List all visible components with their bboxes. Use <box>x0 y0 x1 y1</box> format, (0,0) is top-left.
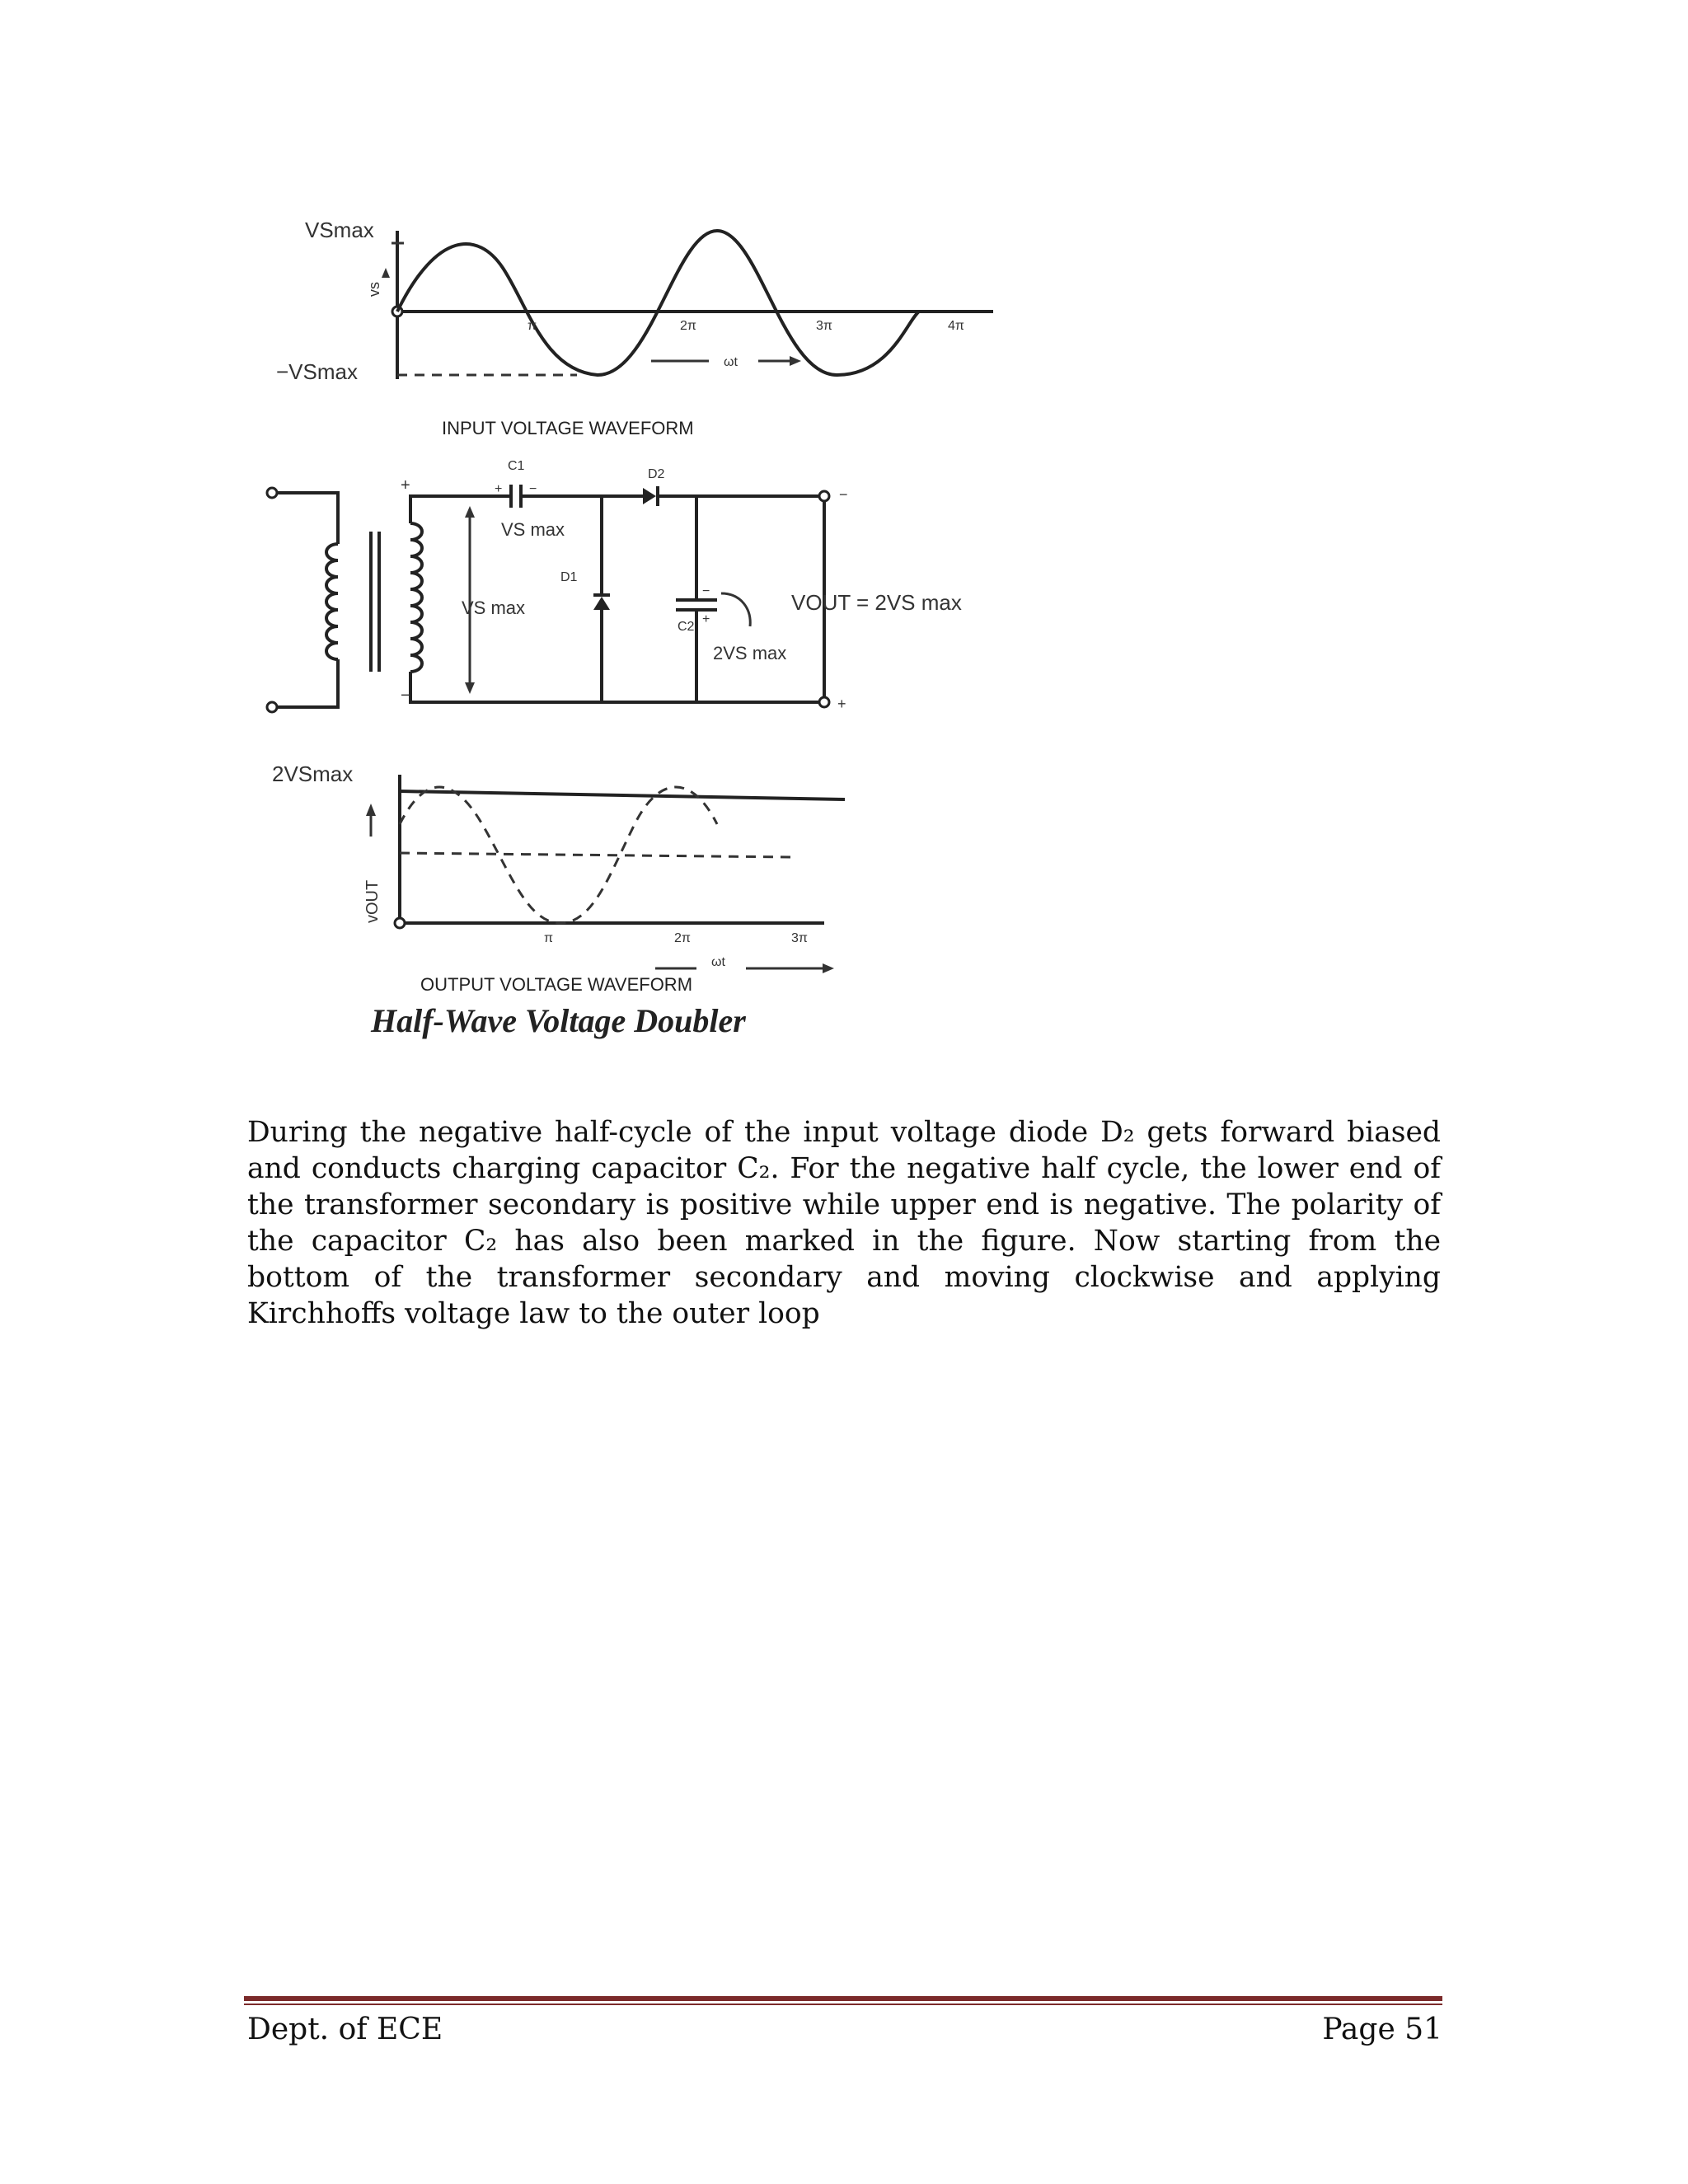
c2-voltage-arc <box>721 593 750 626</box>
input-waveform <box>276 218 993 438</box>
primary-terminal-bottom <box>267 702 277 712</box>
d1-diode-icon <box>593 597 610 610</box>
output-terminal-bottom <box>819 697 829 707</box>
c1-minus: − <box>529 482 537 496</box>
c1-label: C1 <box>508 459 525 473</box>
vs-sec-arrow-down-icon <box>465 682 475 694</box>
wt-arrow-icon <box>790 356 801 366</box>
c1-plus: + <box>495 482 503 496</box>
output-origin <box>395 918 405 928</box>
vs-axis-label: vs <box>366 282 382 297</box>
out-tick-2pi: 2π <box>674 931 691 945</box>
vout-up-arrow-icon <box>366 804 376 816</box>
out-wt-arrow-icon <box>823 963 834 973</box>
out-tick-3pi: 3π <box>791 931 808 945</box>
vs-sec-label: VS max <box>462 598 526 618</box>
footer-page-number: Page 51 <box>1322 2013 1442 2046</box>
tick-2pi: 2π <box>680 319 696 333</box>
c1-vsmax-label: VS max <box>501 519 565 540</box>
output-waveform <box>272 762 845 1039</box>
c2-label: C2 <box>678 620 695 634</box>
sec-minus-sign: − <box>401 687 410 705</box>
c2-plus: + <box>702 612 710 626</box>
output-dc-line <box>400 791 845 799</box>
d1-label: D1 <box>560 570 578 584</box>
figure-title: Half-Wave Voltage Doubler <box>371 1002 746 1039</box>
primary-wire-bottom <box>277 659 338 707</box>
out-tick-pi: π <box>544 931 554 945</box>
output-terminal-top <box>819 491 829 501</box>
two-vsmax-label: 2VSmax <box>272 762 354 786</box>
wt-label: ωt <box>724 355 738 369</box>
half-wave-voltage-doubler-figure <box>247 198 1006 1047</box>
tick-pi: π <box>528 319 537 333</box>
out-wt-label: ωt <box>711 955 725 969</box>
d2-label: D2 <box>648 467 665 481</box>
output-caption: OUTPUT VOLTAGE WAVEFORM <box>420 974 693 995</box>
c2-minus: − <box>702 584 710 598</box>
secondary-coil <box>410 523 422 672</box>
out-plus: + <box>837 696 846 712</box>
input-caption: INPUT VOLTAGE WAVEFORM <box>442 418 694 438</box>
c2-2vsmax-label: 2VS max <box>713 643 787 663</box>
tick-4pi: 4π <box>948 319 964 333</box>
doubler-circuit <box>267 459 962 712</box>
primary-terminal-top <box>267 488 277 498</box>
footer-rule-thin <box>244 2004 1442 2005</box>
body-paragraph: During the negative half-cycle of the input voltage diode D₂ gets forward biased and conducts charging capacitor C₂. For the negative half cycle, the lower end of the transformer secondary is positive while upper end is negative. The polarity of the capacitor C₂ has also been marked in the figure. Now starting from the bottom of the transformer secondary and moving clockwise and applying Kirchhoffs voltage law to the outer loop <box>247 1116 1441 1330</box>
sec-plus-sign: + <box>401 476 410 494</box>
out-minus: − <box>839 486 848 503</box>
vsmax-label: VSmax <box>305 218 374 242</box>
figure-svg <box>247 198 1006 1047</box>
input-sine-curve <box>397 231 919 375</box>
footer-rule-thick <box>244 1996 1442 2001</box>
vs-sec-arrow-up-icon <box>465 506 475 518</box>
tick-3pi: 3π <box>816 319 832 333</box>
primary-coil <box>326 544 338 659</box>
primary-wire-top <box>277 493 338 544</box>
neg-vsmax-label: −VSmax <box>276 359 358 384</box>
vs-up-arrow-icon <box>382 268 390 278</box>
vout-label: VOUT = 2VS max <box>791 590 962 615</box>
vout-axis-label: vOUT <box>363 879 382 923</box>
secondary-wire-top <box>410 496 511 523</box>
d2-diode-icon <box>643 488 656 504</box>
footer-department: Dept. of ECE <box>247 2013 443 2046</box>
mid-dashed-line <box>400 853 791 857</box>
